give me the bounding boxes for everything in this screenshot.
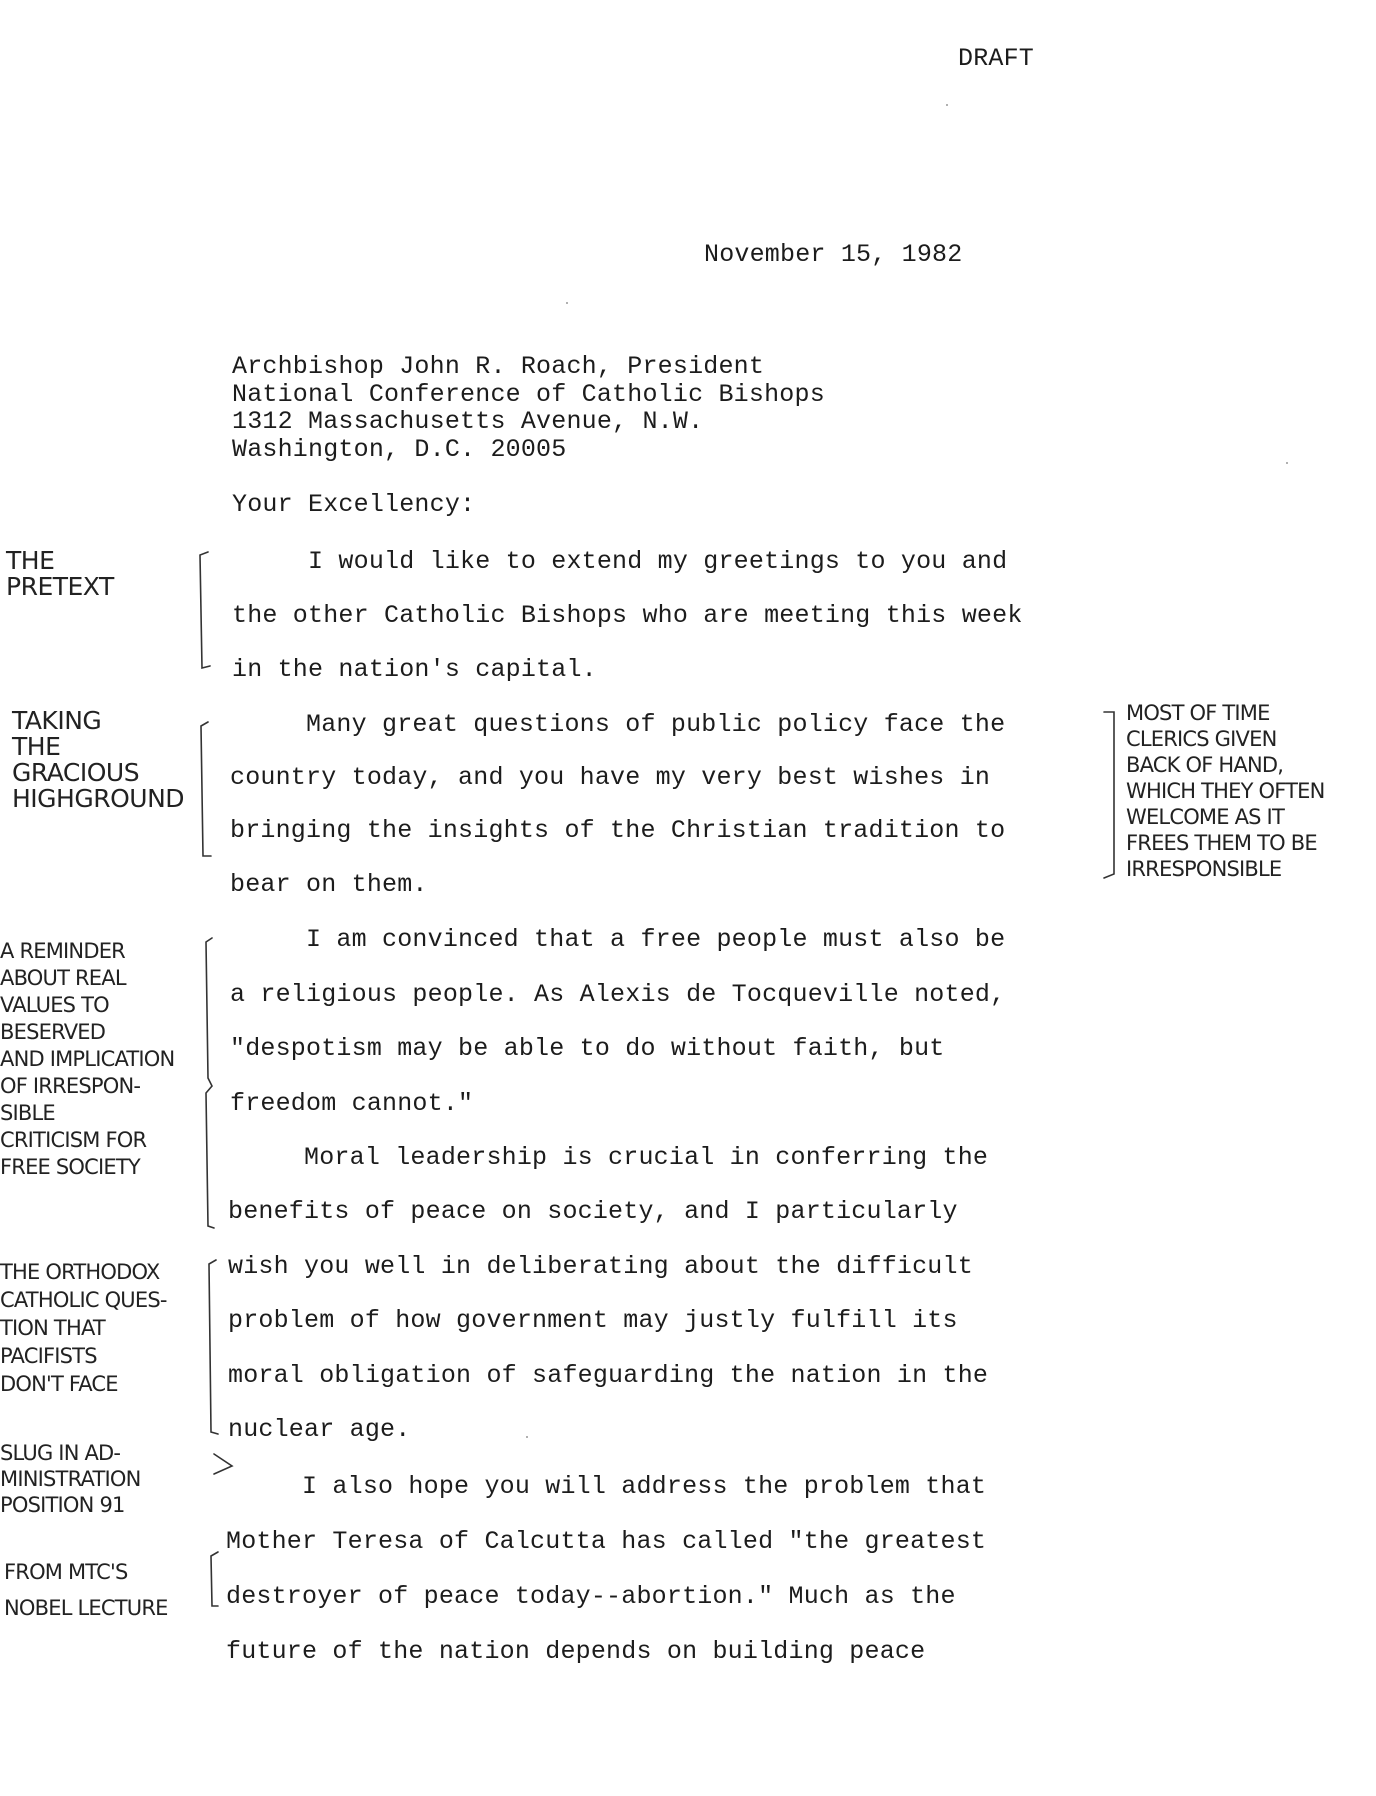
bracket-mtc [211,1552,218,1606]
body-line: problem of how government may justly fulfill its [228,1306,958,1335]
bracket-pretext [200,552,210,668]
note-slug-administration: SLUG IN AD- MINISTRATION POSITION 91 [0,1441,141,1517]
salutation: Your Excellency: [232,490,476,519]
body-line: country today, and you have my very best wishes in [230,763,991,792]
body-line: moral obligation of safeguarding the nation in the [228,1361,989,1390]
note-gracious-highground: TAKING THE GRACIOUS HIGHGROUND [12,706,185,813]
letter-date: November 15, 1982 [704,240,963,269]
address-line: 1312 Massachusetts Avenue, N.W. [232,407,704,436]
bracket-gracious [201,722,211,856]
body-line: Mother Teresa of Calcutta has called "the greatest [226,1527,987,1556]
body-line: destroyer of peace today--abortion." Much as the [226,1582,956,1611]
speck [526,1436,528,1438]
note-pretext: THE PRETEXT [6,546,114,601]
note-reminder-values: A REMINDER ABOUT REAL VALUES TO BESERVED AND IMPLICATION OF IRRESPON- SIBLE CRITICISM FOR FREE SOCIETY [0,939,175,1179]
note-orthodox-question: THE ORTHODOX CATHOLIC QUES- TION THAT PACIFISTS DON'T FACE [0,1260,167,1396]
bracket-orthodox [209,1260,218,1434]
body-line: wish you well in deliberating about the difficult [228,1252,973,1281]
slug-arrow [214,1454,232,1474]
speck [946,104,948,106]
body-line: in the nation's capital. [232,655,597,684]
speck [1286,462,1288,464]
body-line: I am convinced that a free people must also be [230,925,1006,954]
body-line: Moral leadership is crucial in conferring the [228,1143,989,1172]
body-line: future of the nation depends on building peace [226,1637,926,1666]
body-line: benefits of peace on society, and I particularly [228,1197,958,1226]
body-line: bear on them. [230,870,428,899]
body-line: a religious people. As Alexis de Tocqueville noted, [230,980,1006,1009]
body-line: nuclear age. [228,1415,411,1444]
body-line: "despotism may be able to do without faith, but [230,1034,945,1063]
speck [566,302,568,304]
note-mtc-nobel-lecture: FROM MTC'S NOBEL LECTURE [4,1560,168,1620]
note-clerics-back-of-hand: MOST OF TIME CLERICS GIVEN BACK OF HAND, WHICH THEY OFTEN WELCOME AS IT FREES THEM TO BE IRRESPONSIBLE [1126,701,1325,881]
address-line: National Conference of Catholic Bishops [232,380,825,409]
draft-label: DRAFT [958,44,1035,73]
bracket-clerics [1104,712,1114,878]
body-line: Many great questions of public policy face the [230,710,1006,739]
bracket-reminder [206,938,214,1228]
body-line: I also hope you will address the problem that [226,1472,987,1501]
address-line: Washington, D.C. 20005 [232,435,567,464]
body-line: the other Catholic Bishops who are meeting this week [232,601,1023,630]
body-line: bringing the insights of the Christian tradition to [230,816,1006,845]
address-line: Archbishop John R. Roach, President [232,352,765,381]
body-line: I would like to extend my greetings to you and [232,547,1008,576]
body-line: freedom cannot." [230,1089,474,1118]
